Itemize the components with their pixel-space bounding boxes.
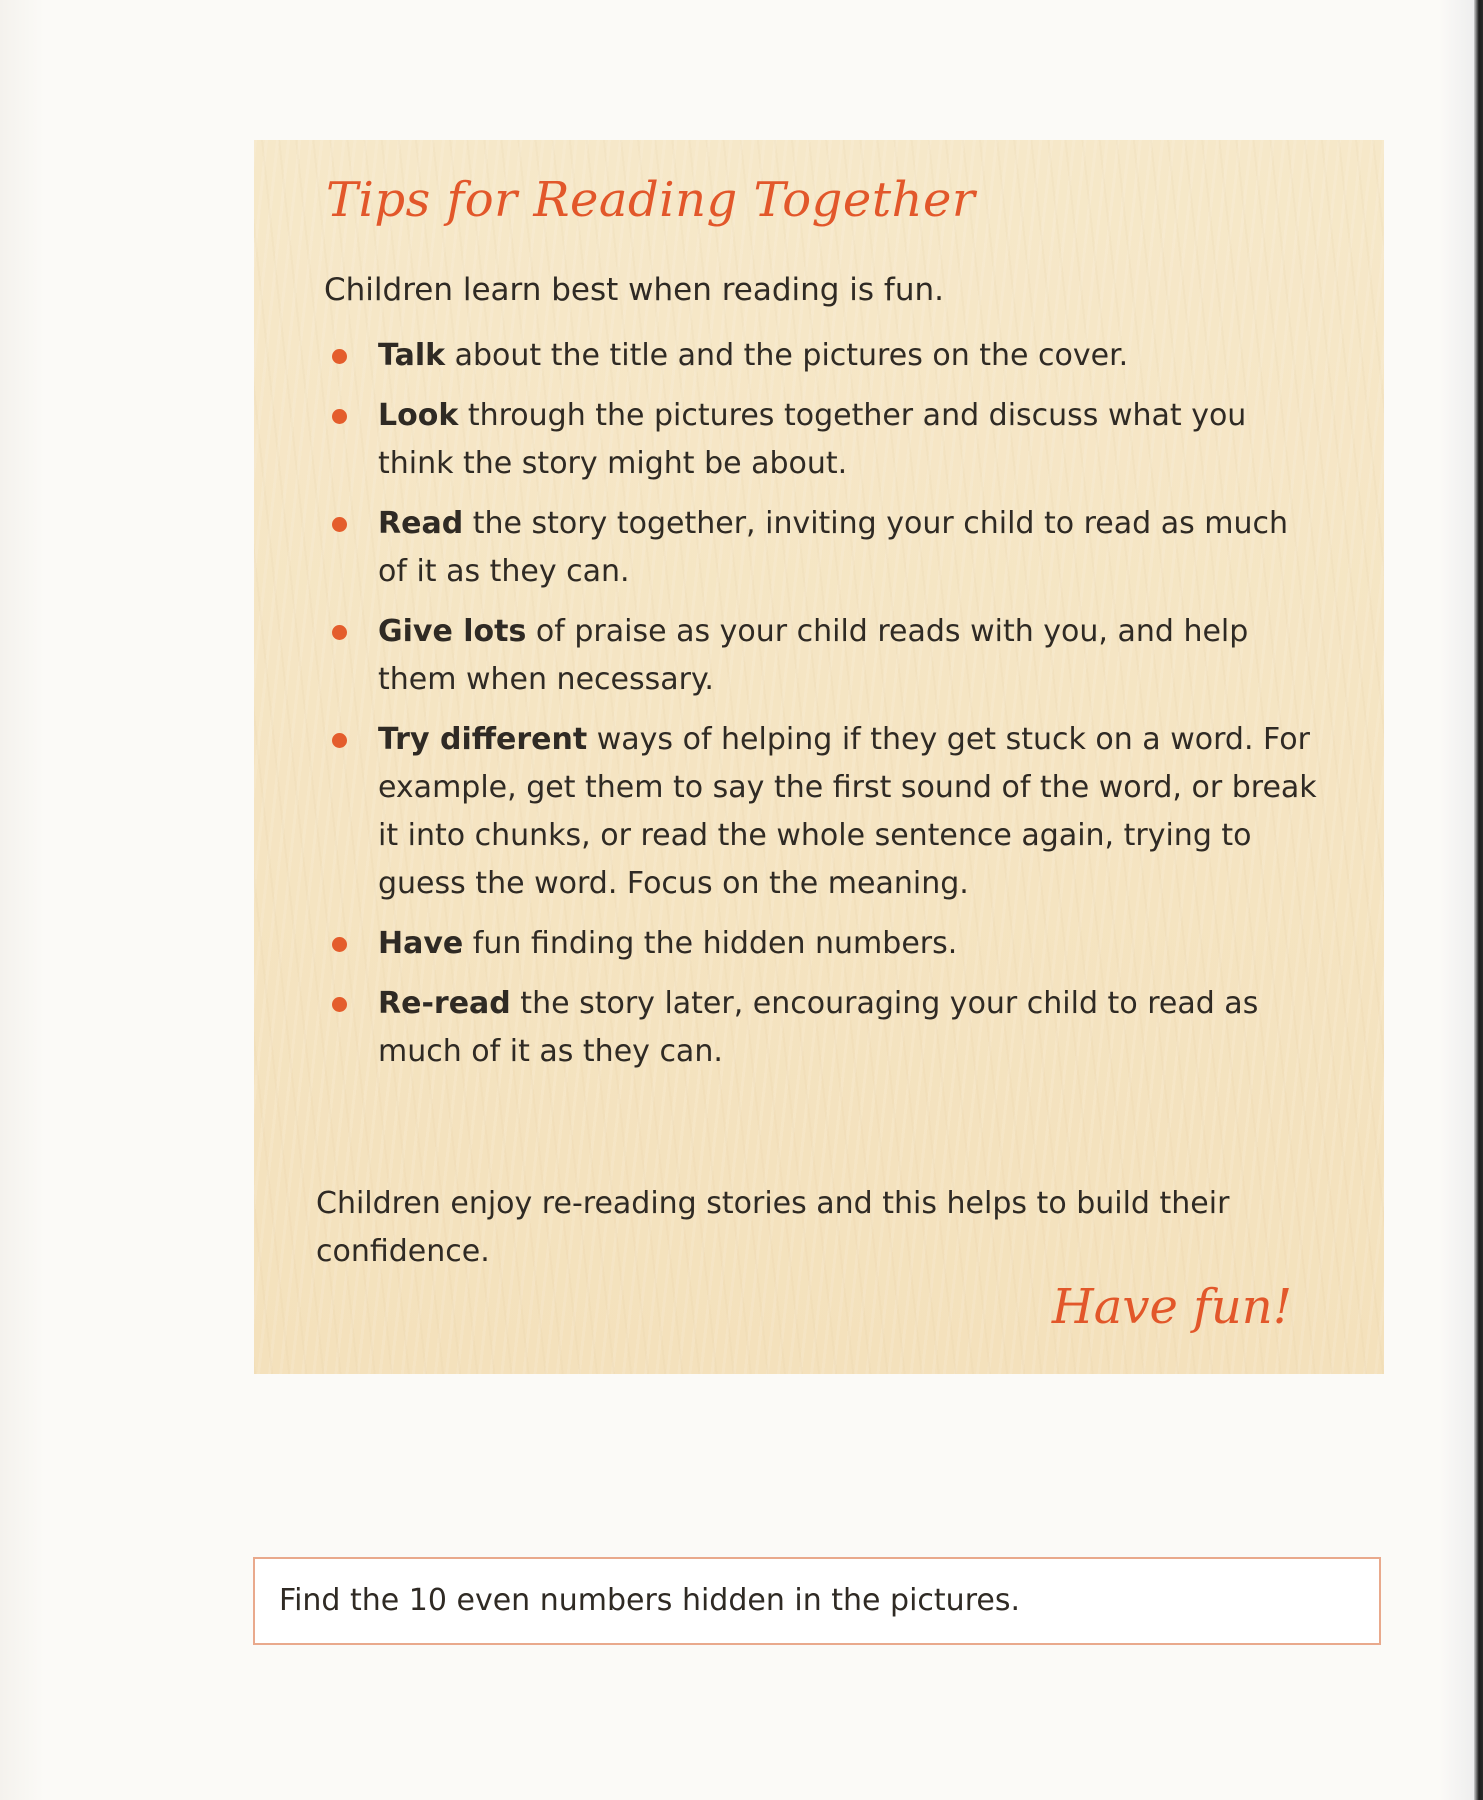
page-shadow-left (0, 0, 44, 1800)
tip-item-have-fun (324, 920, 1324, 968)
tip-text: about the title and the pictures on the cover. (445, 338, 1129, 373)
bullet-icon (332, 409, 347, 424)
tips-title: Tips for Reading Together (326, 172, 976, 228)
tip-item-re-read (324, 980, 1324, 1076)
tip-item-try (324, 716, 1324, 908)
tip-lead: Look (378, 398, 459, 433)
tip-lead: Give lots (378, 614, 527, 649)
bullet-icon (332, 625, 347, 640)
tip-text: the story together, inviting your child to read as much of it as they can. (378, 506, 1289, 589)
tip-item-talk (324, 332, 1324, 380)
tip-lead: Try different (378, 722, 588, 757)
page-shadow-right (1440, 0, 1474, 1800)
tip-lead: Have (378, 926, 464, 961)
tips-panel (254, 140, 1384, 1374)
tip-item-read (324, 500, 1324, 596)
tip-lead: Talk (378, 338, 446, 373)
bullet-icon (332, 517, 347, 532)
hidden-numbers-text: Find the 10 even numbers hidden in the pictures. (279, 1583, 1020, 1618)
tips-list (324, 332, 1324, 1088)
sign-off: Have fun! (1051, 1279, 1292, 1335)
bullet-icon (332, 997, 347, 1012)
hidden-numbers-box (253, 1557, 1381, 1645)
tip-text: fun finding the hidden numbers. (463, 926, 958, 961)
tip-lead: Read (378, 506, 464, 541)
tips-intro: Children learn best when reading is fun. (324, 272, 944, 308)
tip-text: the story later, encouraging your child to read as much of it as they can. (378, 986, 1259, 1069)
page-edge (1474, 0, 1483, 1800)
tips-closing: Children enjoy re-reading stories and this helps to build their confidence. (316, 1186, 1230, 1269)
bullet-icon (332, 349, 347, 364)
bullet-icon (332, 937, 347, 952)
tip-text: of praise as your child reads with you, and help them when necessary. (378, 614, 1249, 697)
tip-text: through the pictures together and discuss what you think the story might be about. (378, 398, 1247, 481)
tip-text: ways of helping if they get stuck on a word. For example, get them to say the first sound of the word, or break it into chunks, or read the whole sentence again, trying to guess the word. Focus on the meaning. (378, 722, 1317, 901)
tip-item-look (324, 392, 1324, 488)
tip-item-praise (324, 608, 1324, 704)
tip-lead: Re-read (378, 986, 511, 1021)
bullet-icon (332, 733, 347, 748)
